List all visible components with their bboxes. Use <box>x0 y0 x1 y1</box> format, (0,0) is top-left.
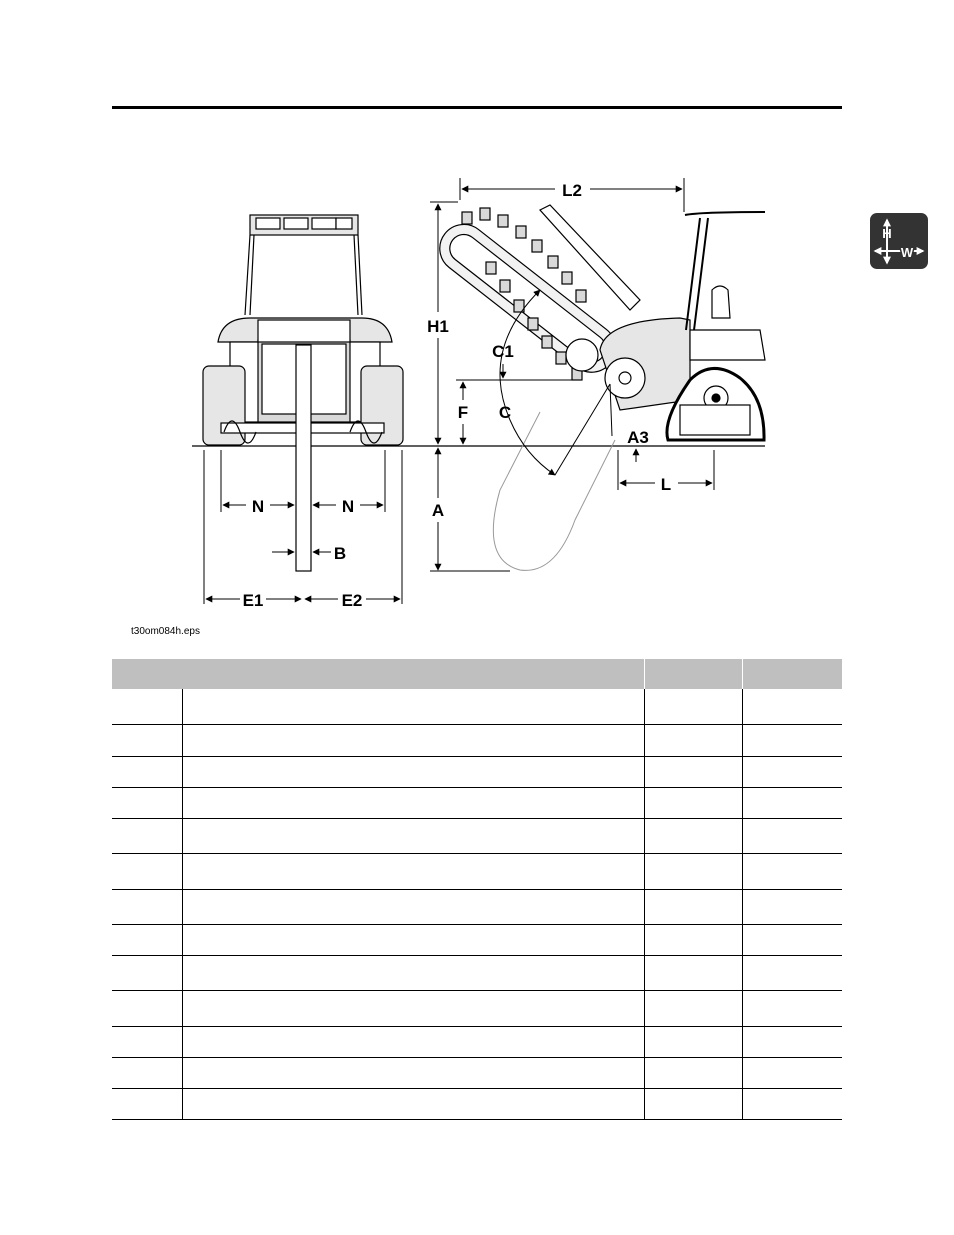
table-cell <box>644 853 743 889</box>
table-cell <box>112 889 182 924</box>
side-view-machine <box>430 205 765 570</box>
table-cell <box>112 1057 182 1088</box>
label-l: L <box>660 475 672 494</box>
table-cell <box>112 1026 182 1057</box>
table-cell <box>743 756 842 787</box>
label-a: A <box>431 501 445 520</box>
table-cell <box>182 818 644 853</box>
label-a3: A3 <box>627 428 649 447</box>
table-cell <box>182 724 644 756</box>
table-row <box>112 689 842 724</box>
label-b: B <box>333 544 347 563</box>
label-h1: H1 <box>427 317 449 336</box>
table-cell <box>743 924 842 955</box>
table-cell <box>112 1088 182 1119</box>
table-row <box>112 724 842 756</box>
table-cell <box>112 818 182 853</box>
label-c: C <box>498 403 512 422</box>
table-cell <box>644 787 743 818</box>
table-cell <box>182 889 644 924</box>
table-cell <box>182 1057 644 1088</box>
label-l2: L2 <box>562 181 582 200</box>
table-cell <box>182 924 644 955</box>
table-cell <box>182 756 644 787</box>
table-cell <box>182 689 644 724</box>
table-cell <box>182 1088 644 1119</box>
table-cell <box>182 955 644 990</box>
table-cell <box>644 818 743 853</box>
table-row <box>112 924 842 955</box>
table-cell <box>743 818 842 853</box>
table-row <box>112 1057 842 1088</box>
table-cell <box>182 1026 644 1057</box>
table-row <box>112 853 842 889</box>
table-cell <box>112 756 182 787</box>
table-cell <box>743 955 842 990</box>
label-n-right: N <box>341 497 355 516</box>
table-row <box>112 889 842 924</box>
label-f: F <box>457 403 469 422</box>
table-cell <box>644 955 743 990</box>
table-row <box>112 1026 842 1057</box>
table-cell <box>743 724 842 756</box>
table-cell <box>112 787 182 818</box>
table-row <box>112 787 842 818</box>
header-cell-metric <box>743 659 842 689</box>
table-row <box>112 955 842 990</box>
table-header-row <box>112 659 842 689</box>
table-cell <box>743 787 842 818</box>
table-cell <box>182 990 644 1026</box>
label-e2: E2 <box>341 591 363 610</box>
table-body <box>112 689 842 1119</box>
table-cell <box>182 853 644 889</box>
header-cell-us <box>644 659 743 689</box>
front-view-machine <box>203 215 403 571</box>
table-cell <box>644 889 743 924</box>
table-cell <box>644 924 743 955</box>
badge-w-label: W <box>900 245 914 260</box>
table-cell <box>644 724 743 756</box>
table-cell <box>644 1057 743 1088</box>
label-c1: C1 <box>492 342 514 361</box>
table-cell <box>112 924 182 955</box>
table-cell <box>644 990 743 1026</box>
table-cell <box>112 724 182 756</box>
table-row <box>112 1088 842 1119</box>
dimensions-table <box>112 659 842 1120</box>
header-cell-description <box>112 659 644 689</box>
table-cell <box>112 990 182 1026</box>
table-cell <box>644 689 743 724</box>
dimensions-tab-badge <box>870 213 928 269</box>
table-cell <box>743 990 842 1026</box>
table-cell <box>743 689 842 724</box>
table-row <box>112 818 842 853</box>
table-cell <box>743 1088 842 1119</box>
label-e1: E1 <box>242 591 264 610</box>
table-cell <box>644 1026 743 1057</box>
table-row <box>112 990 842 1026</box>
table-cell <box>182 787 644 818</box>
table-cell <box>743 853 842 889</box>
table-cell <box>743 1026 842 1057</box>
table-cell <box>644 756 743 787</box>
label-n-left: N <box>251 497 265 516</box>
table-cell <box>112 955 182 990</box>
figure-filename: t30om084h.eps <box>131 626 200 637</box>
table-row <box>112 756 842 787</box>
table-cell <box>112 853 182 889</box>
table-cell <box>743 1057 842 1088</box>
table-cell <box>112 689 182 724</box>
table-cell <box>743 889 842 924</box>
table-cell <box>644 1088 743 1119</box>
badge-h-label: H <box>882 226 892 241</box>
